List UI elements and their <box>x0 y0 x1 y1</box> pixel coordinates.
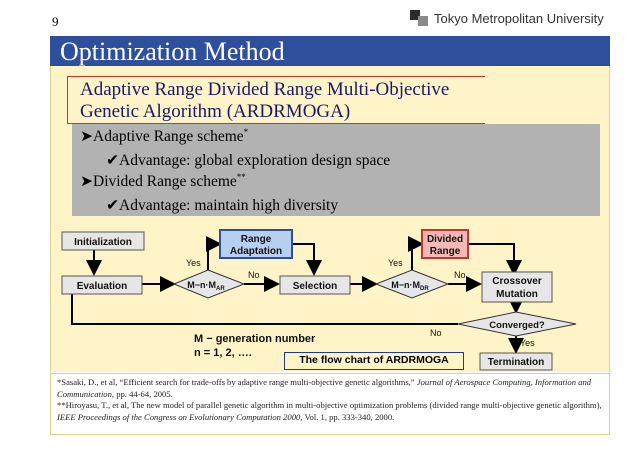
converged-decision: Converged? <box>489 320 545 331</box>
footnote-marker: * <box>243 127 249 137</box>
reference-2: **Hiroyasu, T., et al, The new model of parallel genetic algorithm in multi-objective optimization problems (divided range multi-objective genetic algorithm), IEEE Proceedings of the Congress on Evolutionary Computation 2000, Vol. 1, pp. 333-340, 2000. <box>57 400 602 422</box>
bullet-item <box>106 151 390 170</box>
initialization-box: Initialization <box>74 237 132 248</box>
bullet-text: Divided Range scheme <box>93 173 237 191</box>
bullet-text: Advantage: global exploration design space <box>119 152 391 169</box>
logo-text: Tokyo Metropolitan University <box>434 11 604 26</box>
bullet-item <box>106 196 338 215</box>
yes-label: Yes <box>520 338 535 348</box>
crossover-box-line-1: Crossover <box>492 276 542 287</box>
ar-condition: $M-n\cdot M_{AR}$ <box>187 280 225 292</box>
bullet-text: Adaptive Range scheme <box>93 128 244 146</box>
flowchart <box>58 226 608 372</box>
bullet-list <box>72 124 600 216</box>
divided-range-box-line-1: Divided <box>426 234 464 245</box>
selection-box: Selection <box>292 281 338 292</box>
no-label: No <box>430 328 442 338</box>
bullet-text: Advantage: maintain high diversity <box>119 197 339 214</box>
title-bar <box>50 36 610 66</box>
checkmark-icon: ✔ <box>106 152 119 169</box>
arrow-bullet-icon: ➤ <box>80 128 93 146</box>
yes-label: Yes <box>388 258 403 268</box>
legend-line-1: M − generation number <box>194 333 316 345</box>
subtitle-line-1: Adaptive Range Divided Range Multi-Objective <box>80 79 450 100</box>
termination-box: Termination <box>487 357 545 368</box>
range-adaptation-box-line-1: Range <box>240 234 272 245</box>
divided-range-box-line-2: Range <box>429 246 461 257</box>
footnote-marker: ** <box>236 172 246 182</box>
no-label: No <box>248 270 260 280</box>
flowchart-caption: The flow chart of ARDRMOGA <box>284 352 464 370</box>
university-logo <box>410 8 638 30</box>
legend-line-2: n = 1, 2, …. <box>194 347 252 359</box>
bullet-item <box>80 172 246 191</box>
subtitle-box <box>67 76 485 124</box>
yes-label: Yes <box>186 258 201 268</box>
references <box>50 373 610 435</box>
bullet-item <box>80 127 248 146</box>
evaluation-box: Evaluation <box>76 281 128 292</box>
range-adaptation-box-line-2: Adaptation <box>229 246 283 257</box>
logo-square-icon <box>418 16 428 26</box>
slide-title: Optimization Method <box>60 37 285 66</box>
arrow-bullet-icon: ➤ <box>80 173 93 191</box>
reference-1: *Sasaki, D., et al, “Efficient search for trade-offs by adaptive range multi-objective genetic algorithms,” Journal of Aerospace Computing, Information and Communication, pp. 44-64, 2005. <box>57 377 592 399</box>
no-label: No <box>454 270 466 280</box>
crossover-box-line-2: Mutation <box>496 289 538 300</box>
subtitle-line-2: Genetic Algorithm (ARDRMOGA) <box>80 101 351 122</box>
checkmark-icon: ✔ <box>106 197 119 214</box>
slide-number: 9 <box>52 14 59 29</box>
dr-condition: $M-n\cdot M_{DR}$ <box>391 280 429 292</box>
